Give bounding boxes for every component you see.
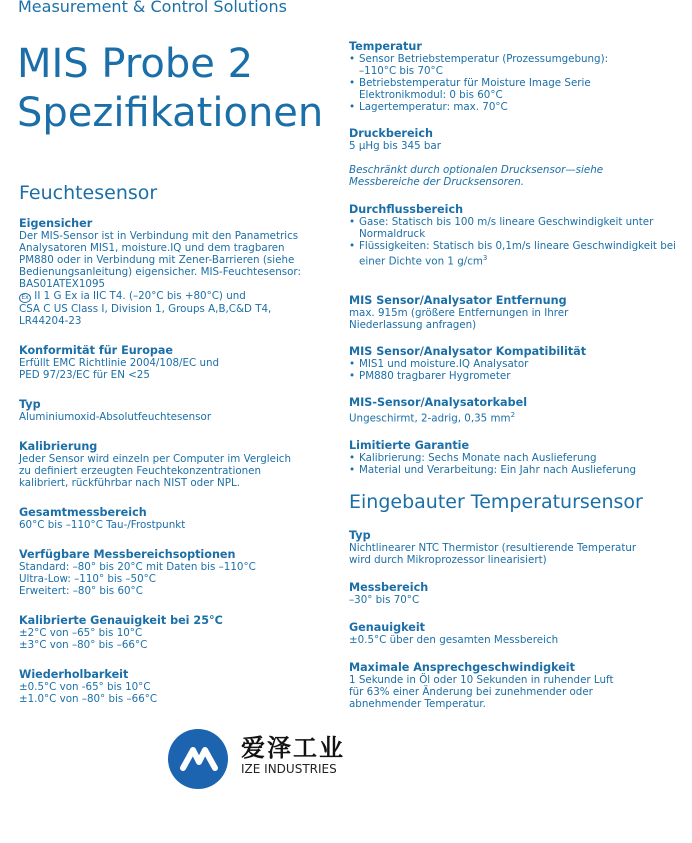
block-druckbereich	[349, 127, 689, 188]
heading-entfernung: MIS Sensor/Analysator Entfernung	[349, 294, 567, 308]
text-druckbereich: 5 µHg bis 345 bar	[349, 140, 441, 152]
heading-genauigkeit: Kalibrierte Genauigkeit bei 25°C	[19, 614, 223, 627]
text-ansprechgeschwindigkeit: 1 Sekunde in Öl oder 10 Sekunden in ruhender Luft für 63% einer Änderung bei zunehmender oder abnehmender Temperatur.	[349, 673, 614, 710]
watermark-text-cn: 爱泽工业	[241, 734, 345, 762]
heading-kompatibilitaet: MIS Sensor/Analysator Kompatibilität	[349, 345, 587, 359]
block-typ-temperatursensor	[349, 529, 689, 566]
text-kabel-row	[349, 409, 689, 424]
list-item: • Sensor Betriebstemperatur (Prozessumgebung): –110°C bis 70°C	[349, 53, 689, 77]
text-eigensicher-3: CSA C US Class I, Division 1, Groups A,B,C&D T4, LR44204-23	[19, 303, 272, 327]
superscript: 3	[482, 254, 488, 262]
block-europa	[19, 344, 324, 381]
left-column	[19, 182, 324, 705]
list-item: • MIS1 und moisture.IQ Analysator	[349, 358, 689, 370]
block-genauigkeit-temperatursensor	[349, 621, 689, 646]
list-durchfluss	[349, 216, 689, 267]
list-temperatur	[349, 53, 689, 113]
heading-temperatur: Temperatur	[349, 40, 422, 53]
text-kabel: Ungeschirmt, 2-adrig, 0,35 mm	[349, 412, 511, 425]
block-genauigkeit	[19, 614, 324, 651]
list-item: • Betriebstemperatur für Moisture Image Serie Elektronikmodul: 0 bis 60°C	[349, 77, 689, 101]
heading-wiederholbarkeit: Wiederholbarkeit	[19, 668, 129, 681]
heading-kabel: MIS-Sensor/Analysatorkabel	[349, 396, 528, 410]
watermark-logo	[167, 728, 357, 788]
block-ansprechgeschwindigkeit	[349, 661, 689, 710]
block-kalibrierung	[19, 440, 324, 489]
text-eigensicher-2: II 1 G Ex ia IIC T4. (–20°C bis +80°C) und	[34, 290, 246, 302]
text-eigensicher-2-row	[19, 290, 324, 303]
block-typ	[19, 398, 324, 423]
list-item: • Gase: Statisch bis 100 m/s lineare Geschwindigkeit unter Normaldruck	[349, 216, 689, 240]
tagline: Measurement & Control Solutions	[18, 0, 287, 16]
right-column	[349, 40, 689, 710]
heading-kalibrierung: Kalibrierung	[19, 440, 98, 453]
block-messbereich	[349, 581, 689, 606]
heading-druckbereich: Druckbereich	[349, 127, 433, 140]
heading-europa: Konformität für Europae	[19, 344, 174, 357]
text-genauigkeit: ±2°C von –65° bis 10°C ±3°C von –80° bis –66°C	[19, 627, 148, 651]
text-europa: Erfüllt EMC Richtlinie 2004/108/EC und PED 97/23/EC für EN <25	[19, 357, 220, 381]
heading-ansprechgeschwindigkeit: Maximale Ansprechgeschwindigkeit	[349, 660, 575, 674]
block-garantie	[349, 439, 689, 476]
block-kompatibilitaet	[349, 345, 689, 382]
heading-typ: Typ	[19, 398, 41, 411]
list-item	[349, 240, 689, 267]
list-item: • Material und Verarbeitung: Ein Jahr nach Auslieferung	[349, 464, 689, 476]
text-entfernung: max. 915m (größere Entfernungen in Ihrer Niederlassung anfragen)	[349, 307, 569, 332]
note-druckbereich: Beschränkt durch optionalen Drucksensor—siehe Messbereiche der Drucksensoren.	[349, 164, 604, 188]
page-title	[17, 40, 323, 138]
list-item: • Kalibrierung: Sechs Monate nach Auslieferung	[349, 452, 689, 464]
ize-logo-icon	[167, 728, 229, 790]
block-kabel	[349, 396, 689, 424]
title-line-2: Spezifikationen	[17, 90, 324, 136]
heading-typ-temperatursensor: Typ	[349, 528, 371, 542]
block-durchfluss	[349, 203, 689, 267]
text-genauigkeit-temperatursensor: ±0.5°C über den gesamten Messbereich	[349, 633, 559, 646]
section-title-feuchtesensor: Feuchtesensor	[19, 182, 158, 204]
list-garantie	[349, 452, 689, 476]
heading-messbereich: Messbereich	[349, 580, 429, 594]
block-eigensicher	[19, 217, 324, 327]
text-messbereichsoptionen: Standard: –80° bis 20°C mit Daten bis –110°C Ultra-Low: –110° bis –50°C Erweitert: –80° bis 60°C	[19, 561, 256, 597]
section-title-temperatursensor: Eingebauter Temperatursensor	[349, 490, 643, 513]
block-messbereichsoptionen	[19, 548, 324, 597]
text-kalibrierung: Jeder Sensor wird einzeln per Computer im Vergleich zu definiert erzeugten Feuchtekonzentrationen kalibriert, rückführbar nach NIST oder NPL.	[19, 453, 291, 489]
title-line-1: MIS Probe 2	[17, 41, 254, 87]
heading-genauigkeit-temperatursensor: Genauigkeit	[349, 620, 426, 634]
block-entfernung	[349, 294, 689, 331]
heading-garantie: Limitierte Garantie	[349, 438, 470, 452]
list-item: • PM880 tragbarer Hygrometer	[349, 370, 689, 382]
block-temperatur	[349, 40, 689, 113]
text-eigensicher-1: Der MIS-Sensor ist in Verbindung mit den Panametrics Analysatoren MIS1, moisture.IQ und dem tragbaren PM880 oder in Verbindung mit Zener-Barrieren (siehe Bedienungsanleitung) eigensicher. MIS-Feuchtesensor: BAS01ATEX1095	[19, 230, 301, 290]
block-gesamtmessbereich	[19, 506, 324, 531]
list-item: • Lagertemperatur: max. 70°C	[349, 101, 689, 113]
heading-durchfluss: Durchflussbereich	[349, 203, 464, 216]
text-typ-temperatursensor: Nichtlinearer NTC Thermistor (resultierende Temperatur wird durch Mikroprozessor linearisiert)	[349, 541, 637, 566]
ex-certification-icon: Ex	[19, 293, 31, 303]
durchfluss-item-2-text: Flüssigkeiten: Statisch bis 0,1m/s lineare Geschwindigkeit bei einer Dichte von 1 g/cm	[359, 240, 676, 268]
superscript: 2	[510, 411, 516, 420]
list-kompatibilitaet	[349, 358, 689, 382]
text-typ: Aluminiumoxid-Absolutfeuchtesensor	[19, 411, 212, 423]
text-messbereich: –30° bis 70°C	[349, 593, 420, 606]
text-wiederholbarkeit: ±0.5°C von -65° bis 10°C ±1.0°C von –80° bis –66°C	[19, 681, 158, 705]
watermark-text-en: IZE INDUSTRIES	[241, 762, 337, 776]
heading-eigensicher: Eigensicher	[19, 217, 93, 230]
heading-gesamtmessbereich: Gesamtmessbereich	[19, 506, 147, 519]
text-gesamtmessbereich: 60°C bis –110°C Tau-/Frostpunkt	[19, 519, 186, 531]
block-wiederholbarkeit	[19, 668, 324, 705]
heading-messbereichsoptionen: Verfügbare Messbereichsoptionen	[19, 548, 236, 561]
